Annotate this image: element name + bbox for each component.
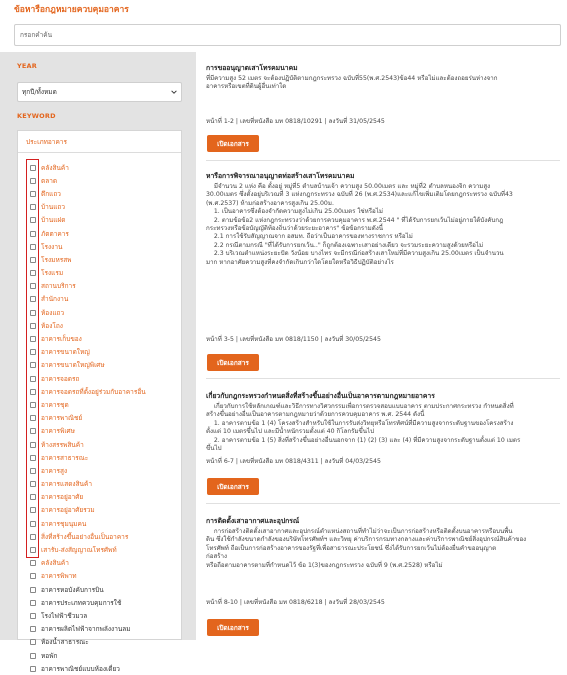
- category-label: ตึกแถว: [41, 189, 61, 198]
- category-label: โรงมหรสพ: [41, 255, 72, 264]
- category-item[interactable]: [30, 451, 146, 464]
- category-checkbox[interactable]: [30, 270, 36, 276]
- chevron-down-icon: [171, 89, 177, 95]
- category-label: หอพัก: [41, 651, 58, 660]
- category-item[interactable]: [30, 187, 146, 200]
- category-label: สถานบริการ: [41, 282, 76, 291]
- category-label: ห้องน้ำสาธารณะ: [41, 638, 89, 647]
- result-title-text[interactable]: หารือการพิจารณาอนุญาตท่อสร้างเสาโทรคมนาคม: [206, 172, 355, 180]
- category-item[interactable]: [30, 372, 146, 385]
- category-checkbox[interactable]: [30, 468, 36, 474]
- divider: [206, 378, 560, 379]
- search-input[interactable]: [14, 24, 561, 46]
- category-item[interactable]: [30, 174, 146, 187]
- category-label: บ้านแฝด: [41, 216, 66, 225]
- category-item[interactable]: [30, 425, 146, 438]
- category-checkbox[interactable]: [30, 547, 36, 553]
- category-item[interactable]: [30, 385, 146, 398]
- category-checkbox[interactable]: [30, 442, 36, 448]
- category-label: ห้องแถว: [41, 308, 65, 317]
- category-item[interactable]: [30, 491, 146, 504]
- category-checkbox[interactable]: [30, 573, 36, 579]
- category-label: ห้องโถง: [41, 321, 63, 330]
- category-label: คลังสินค้า: [41, 559, 69, 568]
- category-label: อาคารผลิตไฟฟ้าจากพลังงานลม: [41, 625, 131, 634]
- category-label: อาคารหอบังคับการบิน: [41, 585, 104, 594]
- category-item[interactable]: [30, 464, 146, 477]
- category-checkbox[interactable]: [30, 415, 36, 421]
- page-title: ข้อหารือกฎหมายควบคุมอาคาร: [14, 5, 129, 15]
- keyword-label: KEYWORD: [17, 112, 56, 120]
- category-item[interactable]: [30, 240, 146, 253]
- category-checkbox[interactable]: [30, 217, 36, 223]
- category-item[interactable]: [30, 267, 146, 280]
- category-label: อาคารสาธารณะ: [41, 453, 89, 462]
- open-document-button[interactable]: เปิดเอกสาร: [207, 619, 259, 636]
- category-item[interactable]: [30, 332, 146, 345]
- building-type-filter: [17, 130, 182, 673]
- category-label: อาคารเก็บของ: [41, 335, 82, 344]
- category-checkbox[interactable]: [30, 402, 36, 408]
- category-checkbox[interactable]: [30, 639, 36, 645]
- category-label: อาคารจอดรถที่ตั้งอยู่ร่วมกับอาคารอื่น: [41, 387, 146, 396]
- category-checkbox[interactable]: [30, 204, 36, 210]
- category-checkbox[interactable]: [30, 507, 36, 513]
- category-item[interactable]: [30, 583, 146, 596]
- result-summary: การก่อสร้างติดตั้งเสาอากาศและอุปกรณ์ตำแหน่งสถานที่ทำไม่ว่าจะเป็นการก่อสร้างหรือติดตั้งบนอาคารหรือบนพื้น ดิน ซึ่งใช้กำลังขนาดกำลังของบริษัทโทรศัพท์ฯ และวิทยุ ค่าบริการกรมทางกลางและค่าบริการพาณิชย์สิ่งอุปกรณ์สินค้าของ โทรศัพท์ ถือเป็นการก่อสร้างอาคารของรัฐที่เพื่อสาธารณะประโยชน์ ซึ่งได้รับการยกเว้นไม่ต้องยื่นคำขออนุญาต ก่อสร้าง หรือถือตามอาคารตามที่กำหนดไว้ ข้อ 1(3)ของกฎกระทรวง ฉบับที่ 9 (พ.ศ.2528) หรือไม่: [206, 528, 527, 569]
- category-checkbox[interactable]: [30, 626, 36, 632]
- result-title-text[interactable]: การขออนุญาตเสาโทรคมนาคม: [206, 64, 298, 72]
- open-document-button[interactable]: เปิดเอกสาร: [207, 478, 259, 495]
- category-checkbox[interactable]: [30, 521, 36, 527]
- category-checkbox[interactable]: [30, 600, 36, 606]
- category-label: อาคารพิพาท: [41, 572, 77, 581]
- category-label: อาคารขนาดใหญ่พิเศษ: [41, 361, 105, 370]
- category-checkbox[interactable]: [30, 178, 36, 184]
- category-item[interactable]: [30, 227, 146, 240]
- category-label: สิ่งที่สร้างขึ้นอย่างอื่นเป็นอาคาร: [41, 532, 129, 541]
- category-item[interactable]: [30, 623, 146, 636]
- category-label: คลังสินค้า: [41, 163, 69, 172]
- category-item[interactable]: [30, 649, 146, 662]
- result-meta: หน้าที่ 6-7 | เลขที่หนังสือ มท 0818/4311 | ลงวันที่ 04/03/2545: [206, 458, 381, 465]
- result-meta: หน้าที่ 8-10 | เลขที่หนังสือ มท 0818/6218 | ลงวันที่ 28/03/2545: [206, 599, 385, 606]
- category-label: อาคารขนาดใหญ่: [41, 348, 90, 357]
- category-label: เสารับ-ส่งสัญญาณโทรศัพท์: [41, 546, 117, 555]
- divider: [206, 160, 560, 161]
- category-checkbox[interactable]: [30, 653, 36, 659]
- category-item[interactable]: [30, 596, 146, 609]
- category-label: โรงแรม: [41, 269, 64, 278]
- result-title: [206, 170, 560, 267]
- category-item[interactable]: [30, 438, 146, 451]
- category-checkbox[interactable]: [30, 376, 36, 382]
- category-checkbox[interactable]: [30, 310, 36, 316]
- result-title: [206, 515, 560, 570]
- result-summary: เกี่ยวกับการใช้หลักเกณฑ์และวิธีการทางวิศวกรรมเพื่อการตรวจสอบแบบอาคาร ตามประกาศกระทรวง กำหนดสิ่งที่ สร้างขึ้นอย่างอื่นเป็นอาคารตามกฎหมายว่าด้วยการควบคุมอาคาร พ.ศ. 2544 ดังนี้ 1. อาคารตามข้อ 1 (4) โครงสร้างสำหรับใช้ในการรับส่งวิทยุหรือโทรทัศน์ที่มีความสูงจากระดับฐานของโครงสร้าง ตั้งแต่ 10 เมตรขึ้นไป และมีน้ำหนักรวมตั้งแต่ 40 กิโลกรัมขึ้นไป 2. อาคารตามข้อ 1 (5) สิ่งที่สร้างขึ้นอย่างอื่นนอกจาก (1) (2) (3) และ (4) ที่มีความสูงจากระดับฐานตั้งแต่ 10 เมตร ขึ้นไป: [206, 403, 521, 453]
- category-checkbox[interactable]: [30, 428, 36, 434]
- category-item[interactable]: [30, 214, 146, 227]
- filter-header: ประเภทอาคาร: [18, 131, 181, 153]
- category-checkbox[interactable]: [30, 244, 36, 250]
- category-checkbox[interactable]: [30, 666, 36, 672]
- category-label: อาคารชุมนุมคน: [41, 519, 87, 528]
- category-item[interactable]: [30, 306, 146, 319]
- category-label: ห้างสรรพสินค้า: [41, 440, 84, 449]
- category-item[interactable]: [30, 478, 146, 491]
- category-item[interactable]: [30, 398, 146, 411]
- category-label: อาคารสูง: [41, 466, 68, 475]
- category-checkbox[interactable]: [30, 534, 36, 540]
- category-checkbox[interactable]: [30, 349, 36, 355]
- category-item[interactable]: [30, 517, 146, 530]
- category-label: อาคารพิเศษ: [41, 427, 75, 436]
- category-checkbox[interactable]: [30, 336, 36, 342]
- category-item[interactable]: [30, 609, 146, 622]
- category-item[interactable]: [30, 504, 146, 517]
- category-checkbox[interactable]: [30, 481, 36, 487]
- category-item[interactable]: [30, 280, 146, 293]
- category-label: ตลาด: [41, 176, 58, 185]
- category-item[interactable]: [30, 293, 146, 306]
- category-checkbox[interactable]: [30, 587, 36, 593]
- category-item[interactable]: [30, 319, 146, 332]
- year-label: YEAR: [17, 62, 37, 70]
- category-item[interactable]: [30, 557, 146, 570]
- category-item[interactable]: [30, 201, 146, 214]
- open-document-button[interactable]: เปิดเอกสาร: [207, 354, 259, 371]
- category-list: [30, 161, 146, 675]
- category-item[interactable]: [30, 543, 146, 556]
- category-label: บ้านแถว: [41, 203, 65, 212]
- result-summary: ที่มีความสูง 52 เมตร จะต้องปฏิบัติตามกฎกระทรวง ฉบับที่55(พ.ศ.2543)ข้อ44 หรือไม่และต้องถอยร่นห่างจาก อาคารหรือเขตที่ดินผู้อื่นเท่าใด: [206, 75, 498, 91]
- category-checkbox[interactable]: [30, 283, 36, 289]
- category-item[interactable]: [30, 253, 146, 266]
- divider: [206, 503, 560, 504]
- category-checkbox[interactable]: [30, 296, 36, 302]
- category-checkbox[interactable]: [30, 191, 36, 197]
- category-label: อาคารชุด: [41, 400, 69, 409]
- category-item[interactable]: [30, 662, 146, 675]
- category-checkbox[interactable]: [30, 323, 36, 329]
- category-item[interactable]: [30, 636, 146, 649]
- category-item[interactable]: [30, 359, 146, 372]
- result-summary: มีจำนวน 2 แห่ง คือ ตั้งอยู่ หมู่ที่5 ตำบลบ้านเจ้า ความสูง 50.00เมตร และ หมู่ที่2 ตำบลหนองจิก ความสูง 30.00เมตร ซึ่งตั้งอยู่บริเวณที่ 3 แห่งกฎกระทรวง ฉบับที่ 26 (พ.ศ.2534)และแก้ไขเพิ่มเติมโดยกฎกระทรวง ฉบับที่43 (พ.ศ.2537) ห้ามก่อสร้างอาคารสูงเกิน 25.00ม. 1. เป็นอาคารซึ่งต้องจำกัดความสูงไม่เกิน 25.00เมตร ใช่หรือไม่ 2. ตามข้อข้อ2 แห่งกฎกระทรวงว่าด้วยการควบคุมอาคาร พ.ศ.2544 " ที่ได้รับการยกเว้นไม่อยู่ภายใต้บังคับกฎ กระทรวงหรือข้อบัญญัติท้องถิ่นว่าด้วยระยะอาคาร" ข้อข้อกรามดังนี้ 2.1 การใช้รับสัญญาณจาก อสมท. ถือว่าเป็นอาคารของทางราชการ หรือไม่ 2.2 กรณีตามกรณี "ที่ได้รับการยกเว้น.." ก็ถูกต้องเฉพาะเสาอย่างเดียว จะรวมระยะความสูงด้วยหรือไม่ 2.3 บริเวณตำแหน่งระยะปัด วังน้อย บางไทร จะมีกรณีก่อสร้างเสาใหม่ที่มีความสูงเกิน 25.00เมตร เป็นจำนวน มาก หากอาศัยความสูงที่คงจำกัดเกินกว่าใดโดยใดหรือวิธีปฏิบัติอย่างไร: [206, 183, 513, 266]
- year-select[interactable]: [17, 82, 182, 102]
- category-label: สำนักงาน: [41, 295, 69, 304]
- result-title-text[interactable]: เกี่ยวกับกฎกระทรวงกำหนดสิ่งที่สร้างขึ้นอย่างอื่นเป็นอาคารตามกฎหมายอาคาร: [206, 392, 435, 400]
- category-item[interactable]: [30, 412, 146, 425]
- category-label: อาคารอยู่อาศัยรวม: [41, 506, 95, 515]
- category-label: อาคารอยู่อาศัย: [41, 493, 84, 502]
- result-meta: หน้าที่ 1-2 | เลขที่หนังสือ มท 0818/10291 | ลงวันที่ 31/05/2545: [206, 118, 385, 125]
- result-title: [206, 390, 560, 453]
- category-label: อาคารพาณิชย์: [41, 414, 83, 423]
- category-checkbox[interactable]: [30, 494, 36, 500]
- year-select-value: ทุกปี/ทั้งหมด: [22, 88, 57, 96]
- category-checkbox[interactable]: [30, 165, 36, 171]
- category-checkbox[interactable]: [30, 362, 36, 368]
- open-document-button[interactable]: เปิดเอกสาร: [207, 135, 259, 152]
- category-label: อาคารแสดงสินค้า: [41, 480, 93, 489]
- category-item[interactable]: [30, 570, 146, 583]
- category-item[interactable]: [30, 530, 146, 543]
- category-label: อาคารพาณิชย์แบบห้องเดี่ยว: [41, 664, 120, 673]
- category-label: อาคารประเภทควบคุมการใช้: [41, 598, 122, 607]
- category-checkbox[interactable]: [30, 389, 36, 395]
- category-item[interactable]: [30, 346, 146, 359]
- result-meta: หน้าที่ 3-5 | เลขที่หนังสือ มท 0818/1150 | ลงวันที่ 30/05/2545: [206, 336, 381, 343]
- result-title-text[interactable]: การติดตั้งเสาอากาศและอุปกรณ์: [206, 517, 300, 525]
- category-checkbox[interactable]: [30, 231, 36, 237]
- result-title: [206, 62, 560, 92]
- category-label: อาคารจอดรถ: [41, 374, 80, 383]
- category-label: ภัตตาคาร: [41, 229, 69, 238]
- category-checkbox[interactable]: [30, 455, 36, 461]
- category-label: โรงงาน: [41, 242, 63, 251]
- category-checkbox[interactable]: [30, 257, 36, 263]
- category-item[interactable]: [30, 161, 146, 174]
- category-checkbox[interactable]: [30, 613, 36, 619]
- category-checkbox[interactable]: [30, 560, 36, 566]
- category-label: โรงไฟฟ้าชีวมวล: [41, 611, 88, 620]
